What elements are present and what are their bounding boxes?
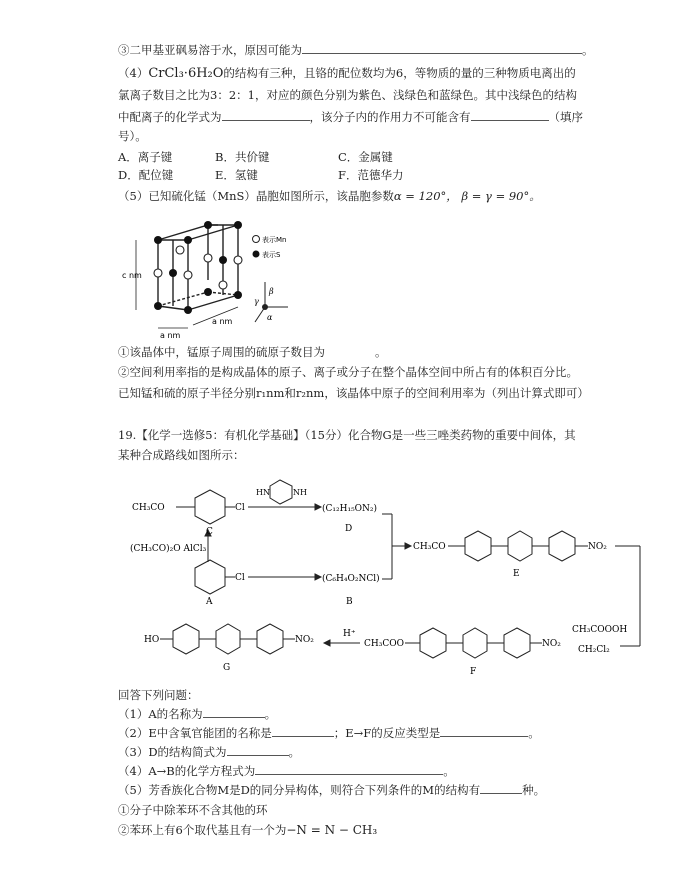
hn-label: HN — [256, 488, 270, 497]
text: （3）D的结构简式为 — [118, 745, 227, 759]
q18-sub2-line2 — [118, 386, 589, 400]
compound-a-label: A — [206, 597, 213, 607]
compound-g-label: G — [223, 663, 231, 673]
s-legend-icon — [253, 251, 260, 258]
formula-crcl3: CrCl₃·6H₂O — [148, 66, 224, 81]
answer-blank[interactable] — [222, 110, 310, 121]
text: ；E→F的反应类型是 — [333, 726, 441, 740]
alpha-value: α = 120°， — [393, 189, 458, 203]
text: ，该分子内的作用力不可能含有 — [309, 110, 471, 124]
legend-and-axes — [250, 232, 310, 332]
q18-sub1 — [118, 345, 387, 359]
compound-d-label: D — [345, 524, 353, 534]
q18-p4-line3 — [118, 110, 583, 124]
azo-methyl-group: −N = N − CH₃ — [286, 823, 378, 837]
option-f: F．范德华力 — [338, 168, 404, 182]
compound-c-label: C — [206, 527, 213, 537]
reagent-acetic-anhydride: (CH₃CO)₂O AlCl₃ — [130, 544, 207, 554]
e-no2-label: NO₂ — [588, 542, 607, 552]
nh-label: NH — [293, 488, 307, 497]
mn-legend-icon — [253, 236, 260, 243]
c-cl-label: Cl — [235, 503, 245, 513]
answer-blank[interactable] — [471, 110, 549, 121]
text: （填序 — [548, 110, 583, 124]
c-acyl-label: CH₃CO — [132, 503, 165, 513]
text: 已知锰和硫的原子半径分别r₁nm和r₂nm，该晶体中原子的空间利用率为 — [118, 386, 486, 400]
axis-beta: β — [269, 287, 274, 296]
q18-l3-end: 。 — [582, 43, 594, 57]
e-acyl-label: CH₃CO — [413, 542, 446, 552]
q19-condition-2 — [118, 823, 377, 837]
benzene-f2 — [504, 628, 530, 658]
q18-p4-number: （4） — [118, 66, 149, 80]
text: 。 — [288, 745, 301, 759]
answer-blank[interactable] — [227, 745, 289, 756]
text: （5）芳香族化合物M是D的同分异构体，则符合下列条件的M的结构有 — [118, 783, 481, 797]
answer-blank[interactable] — [255, 764, 443, 775]
answer-blank[interactable] — [325, 345, 375, 356]
answer-blank[interactable] — [272, 726, 334, 737]
text: 中配离子的化学式为 — [118, 110, 222, 124]
s-atoms — [154, 221, 242, 314]
option-d: D．配位键 — [118, 168, 174, 182]
benzene-c — [195, 490, 225, 524]
q19-s4 — [118, 764, 455, 778]
answer-blank[interactable] — [480, 783, 522, 794]
option-b: B．共价键 — [215, 150, 270, 164]
answer-blank[interactable] — [440, 726, 528, 737]
text: （2）E中含氧官能团的名称是 — [118, 726, 272, 740]
q19-s3 — [118, 745, 300, 759]
g-ho-label: HO — [144, 635, 160, 645]
f-ester-label: CH₃COO — [364, 639, 404, 649]
text: 。 — [375, 345, 387, 359]
compound-f-label: F — [470, 667, 477, 676]
piperazine-g — [216, 624, 240, 654]
axis-gamma: γ — [254, 297, 259, 306]
a-cl-label: Cl — [235, 573, 245, 583]
q19-s2 — [118, 726, 540, 740]
piperazine-f — [463, 628, 487, 658]
compound-e-label: E — [513, 569, 520, 579]
h-plus-label: H⁺ — [343, 629, 356, 639]
q19-answer-intro: 回答下列问题： — [118, 688, 199, 702]
benzene-e1 — [465, 531, 491, 561]
q18-p4-line1 — [118, 66, 576, 81]
q18-sub2-line1: ②空间利用率指的是构成晶体的原子、离子或分子在整个晶体空间中所占有的体积百分比。 — [118, 365, 578, 379]
option-a: A．离子键 — [118, 150, 173, 164]
text: ②苯环上有6个取代基且有一个为 — [118, 823, 287, 837]
g-no2-label: NO₂ — [295, 635, 314, 645]
f-no2-label: NO₂ — [542, 639, 561, 649]
a-length-label-2: a nm — [212, 317, 233, 326]
text: 。 — [528, 726, 540, 740]
text: （4）A→B的化学方程式为 — [118, 764, 256, 778]
answer-blank[interactable] — [203, 707, 265, 718]
answer-blank[interactable] — [302, 43, 582, 54]
reagent-dcm: CH₂Cl₂ — [578, 645, 610, 655]
text: 。 — [443, 764, 455, 778]
option-e: E．氢键 — [215, 168, 258, 182]
beta-gamma-value: β = γ = 90°。 — [461, 189, 541, 203]
mn-atoms — [154, 246, 242, 289]
q18-line-3 — [118, 43, 594, 57]
synthesis-scheme — [120, 476, 650, 676]
text: （1）A的名称为 — [118, 707, 203, 721]
q18-p5-line — [118, 189, 541, 203]
option-c: C．金属键 — [338, 150, 393, 164]
b-formula: (C₆H₄O₂NCl) — [322, 574, 380, 584]
text: 种。 — [522, 783, 546, 797]
benzene-a — [195, 560, 225, 594]
piperazine-e — [508, 531, 532, 561]
q18-p4-line2: 氯离子数目之比为3：2：1，对应的颜色分别为紫色、浅绿色和蓝绿色。其中浅绿色的结构 — [118, 88, 577, 102]
compound-b-label: B — [346, 597, 353, 607]
axis-alpha: α — [267, 313, 273, 322]
legend-s: 表示S — [262, 251, 281, 259]
q19-intro-line1: 19.【化学一选修5：有机化学基础】（15分）化合物G是一些三唑类药物的重要中间体，其 — [118, 428, 576, 442]
c-length-label: c nm — [122, 271, 142, 280]
q19-s1 — [118, 707, 276, 721]
benzene-e2 — [549, 531, 575, 561]
legend-mn: 表示Mn — [262, 236, 287, 244]
q19-condition-1: ①分子中除苯环不含其他的环 — [118, 803, 268, 817]
q18-p4-line4: 号）。 — [118, 129, 147, 143]
q19-s5 — [118, 783, 545, 797]
q19-intro-line2: 某种合成路线如图所示： — [118, 448, 245, 462]
benzene-g2 — [257, 624, 283, 654]
text: （列出计算式即可） — [485, 386, 589, 400]
q18-l3-text: ③二甲基亚砜易溶于水，原因可能为 — [118, 43, 302, 57]
benzene-f1 — [420, 628, 446, 658]
a-length-label: a nm — [160, 331, 181, 340]
reagent-peracetic-acid: CH₃COOOH — [572, 625, 628, 635]
benzene-g1 — [173, 624, 199, 654]
text: ①该晶体中，锰原子周围的硫原子数目为 — [118, 345, 325, 359]
q18-p4-text: 的结构有三种，且铬的配位数均为6，等物质的量的三种物质电离出的 — [223, 66, 576, 80]
text: 。 — [264, 707, 277, 721]
text: （5）已知硫化锰（MnS）晶胞如图所示，该晶胞参数 — [118, 189, 394, 203]
d-formula: (C₁₂H₁₅ON₂) — [322, 504, 378, 514]
